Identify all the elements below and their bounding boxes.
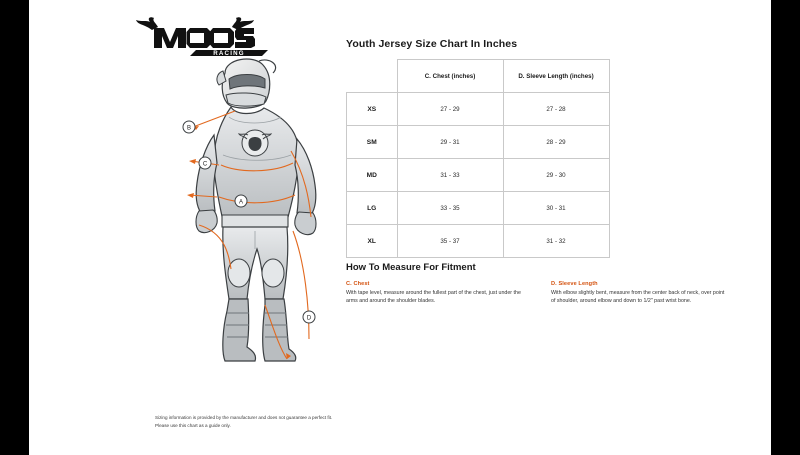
table-row — [347, 126, 610, 159]
disclaimer-line-2: Please use this chart as a guide only. — [155, 422, 231, 428]
moose-racing-logo — [134, 16, 274, 56]
table-row — [347, 225, 610, 258]
figure-marker-b: B — [186, 125, 192, 132]
disclaimer — [155, 414, 455, 430]
cell-sleeve: 31 - 32 — [503, 225, 609, 258]
measure-item-sleeve — [551, 281, 726, 305]
table-header-row — [347, 60, 610, 93]
row-size-label: SM — [347, 126, 398, 159]
how-to-measure-title: How To Measure For Fitment — [346, 262, 476, 273]
measure-label-sleeve: D. Sleeve Length — [551, 281, 598, 287]
figure-marker-a: A — [238, 199, 244, 206]
measure-label-chest: C. Chest — [346, 281, 370, 287]
measure-item-chest — [346, 281, 521, 305]
cell-chest: 31 - 33 — [397, 159, 503, 192]
table-row — [347, 93, 610, 126]
row-size-label: MD — [347, 159, 398, 192]
page-title: Youth Jersey Size Chart In Inches — [346, 38, 518, 50]
column-header-chest: C. Chest (inches) — [397, 60, 503, 93]
cell-chest: 35 - 37 — [397, 225, 503, 258]
figure-marker-c: C — [202, 161, 208, 168]
cell-chest: 33 - 35 — [397, 192, 503, 225]
size-chart-table — [346, 59, 610, 258]
measure-text-chest: With tape level, measure around the fullest part of the chest, just under the arms and around the shoulder blades. — [346, 290, 521, 305]
rider-illustration — [169, 55, 344, 375]
row-size-label: LG — [347, 192, 398, 225]
cell-chest: 29 - 31 — [397, 126, 503, 159]
cell-sleeve: 29 - 30 — [503, 159, 609, 192]
cell-sleeve: 28 - 29 — [503, 126, 609, 159]
cell-sleeve: 30 - 31 — [503, 192, 609, 225]
table-row — [347, 159, 610, 192]
size-chart-section — [346, 38, 766, 258]
table-row — [347, 192, 610, 225]
how-to-measure-section — [346, 262, 766, 305]
cell-sleeve: 27 - 28 — [503, 93, 609, 126]
size-chart-sheet — [29, 0, 771, 455]
measure-text-sleeve: With elbow slightly bent, measure from the center back of neck, over point of shoulder, around elbow and down to 1/2" past wrist bone. — [551, 290, 725, 305]
column-header-sleeve: D. Sleeve Length (inches) — [503, 60, 609, 93]
table-corner-cell — [347, 60, 398, 93]
row-size-label: XS — [347, 93, 398, 126]
disclaimer-line-1: Sizing information is provided by the manufacturer and does not guarantee a perfect fit. — [155, 415, 333, 420]
figure-marker-d: D — [306, 315, 312, 322]
svg-text:RACING: RACING — [213, 50, 245, 56]
row-size-label: XL — [347, 225, 398, 258]
cell-chest: 27 - 29 — [397, 93, 503, 126]
